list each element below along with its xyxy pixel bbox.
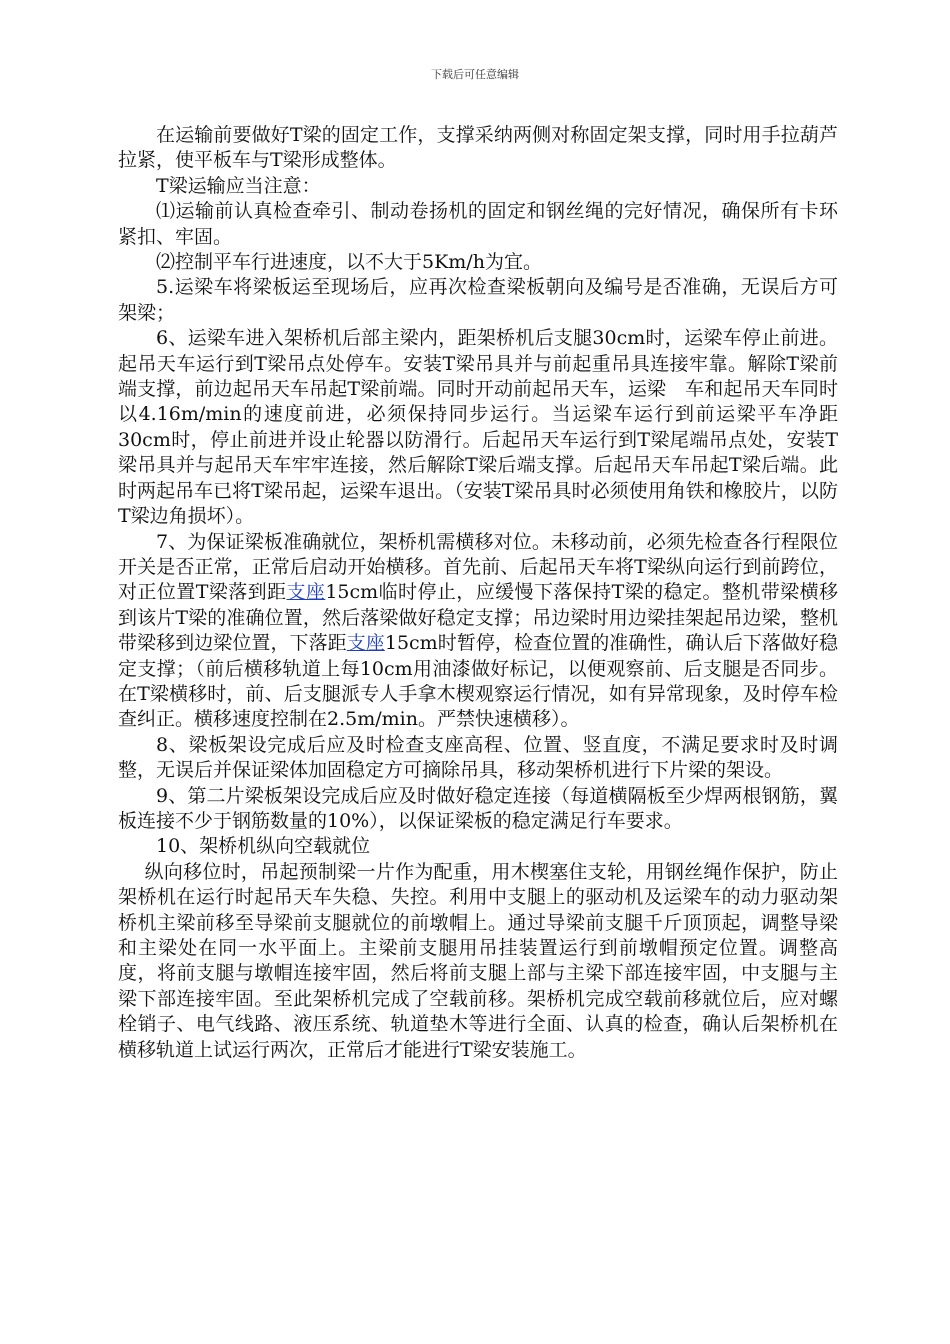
paragraph: ⑵控制平车行进速度，以不大于5Km/h为宜。: [156, 251, 542, 274]
paragraph: 8、梁板架设完成后应及时检查支座高程、位置、竖直度，不满足要求时及时调整，无误后并保证梁体加固稳定方可摘除吊具，移动架桥机进行下片梁的架设。: [118, 733, 838, 782]
paragraph: 6、运梁车进入架桥机后部主梁内，距架桥机后支腿30cm时，运梁车停止前进。起吊天车运行到T梁吊点处停车。安装T梁吊具并与前起重吊具连接牢靠。解除T梁前端支撑，前边起吊天车吊起T梁前端。同时开动前起吊天车，运梁 车和起吊天车同时以4.16m/min的速度前进，必须保持同步运行。当运梁车运行到前运梁平车净距30cm时，停止前进并设止轮器以防滑行。后起吊天车运行到T梁尾端吊点处，安装T梁吊具并与起吊天车牢牢连接，然后解除T梁后端支撑。后起吊天车吊起T梁后端。此时两起吊车已将T梁吊起，运梁车退出。（安装T梁吊具时必须使用角铁和橡胶片，以防T梁边角损坏）。: [118, 327, 838, 528]
paragraph: 10、架桥机纵向空载就位: [156, 835, 371, 858]
paragraph: 5.运梁车将梁板运至现场后，应再次检查梁板朝向及编号是否准确，无误后方可架梁；: [118, 276, 838, 324]
zhizuo-link[interactable]: 支座: [286, 581, 326, 604]
paragraph-text: 7、为保证梁板准确就位，架桥机需横移对位。未移动前，必须先检查各行程限位开关是否正常，正常后启动开始横移。首先前、后起吊天车将T梁纵向运行到前跨位，对正位置T梁落到距: [118, 530, 838, 604]
document-body: [118, 123, 838, 1063]
zhizuo-link[interactable]: 支座: [346, 632, 385, 655]
paragraph: [118, 530, 838, 733]
paragraph-text: 15cm临时停止，应缓慢下落保持T梁的稳定。整机带梁横移到该片T梁的准确位置，然后落梁做好稳定支撑；吊边梁时用边梁挂架起吊边梁，整机带梁移到边梁位置，下落距: [118, 581, 838, 655]
paragraph: 9、第二片梁板架设完成后应及时做好稳定连接（每道横隔板至少焊两根钢筋，翼板连接不少于钢筋数量的10%），以保证梁板的稳定满足行车要求。: [118, 784, 838, 832]
paragraph: T梁运输应当注意：: [156, 174, 321, 197]
paragraph-text: 15cm时暂停，检查位置的准确性，确认后下落做好稳定支撑；（前后横移轨道上每10cm用油漆做好标记，以便观察前、后支腿是否同步。在T梁横移时，前、后支腿派专人手拿木楔观察运行情况，如有异常现象，及时停车检查纠正。横移速度控制在2.5m/min。严禁快速横移）。: [118, 632, 838, 731]
paragraph: ⑴运输前认真检查牵引、制动卷扬机的固定和钢丝绳的完好情况，确保所有卡环紧扣、牢固。: [118, 200, 838, 248]
paragraph: 纵向移位时，吊起预制梁一片作为配重，用木楔塞住支轮，用钢丝绳作保护，防止架桥机在运行时起吊天车失稳、失控。利用中支腿上的驱动机及运梁车的动力驱动架桥机主梁前移至导梁前支腿就位的前墩帽上。通过导梁前支腿千斤顶顶起，调整导梁和主梁处在同一水平面上。主梁前支腿用吊挂装置运行到前墩帽预定位置。调整高度，将前支腿与墩帽连接牢固，然后将前支腿上部与主梁下部连接牢固，中支腿与主梁下部连接牢固。至此架桥机完成了空载前移。架桥机完成空载前移就位后，应对螺栓销子、电气线路、液压系统、轨道垫木等进行全面、认真的检查，确认后架桥机在横移轨道上试运行两次，正常后才能进行T梁安装施工。: [118, 860, 838, 1061]
header-note: 下载后可任意编辑: [431, 68, 519, 81]
paragraph: 在运输前要做好T梁的固定工作，支撑采纳两侧对称固定架支撑，同时用手拉葫芦拉紧，使平板车与T梁形成整体。: [118, 124, 838, 172]
